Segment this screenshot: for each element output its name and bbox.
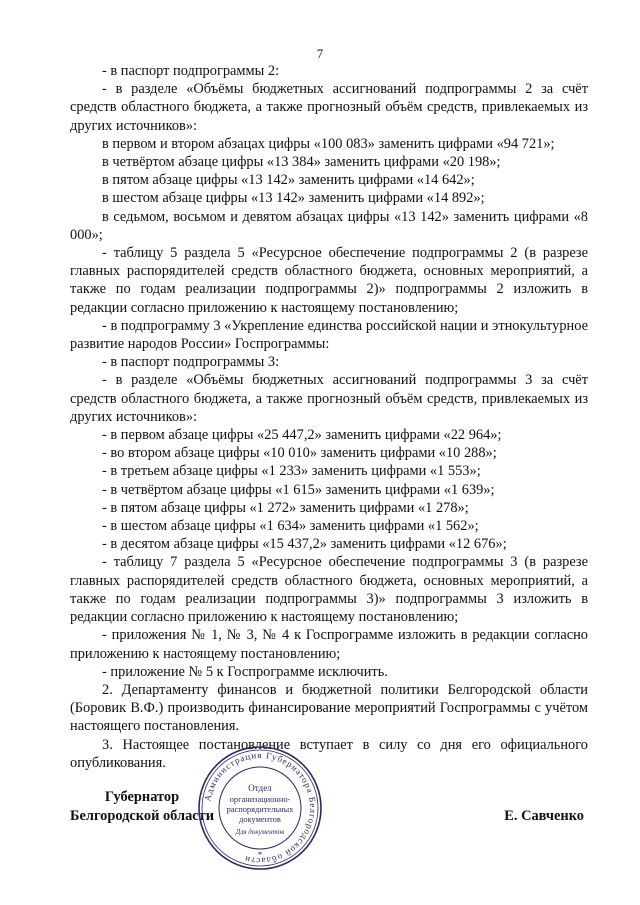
paragraph: в пятом абзаце цифры «13 142» заменить цифрами «14 642»; [102,172,475,189]
stamp-line: Отдел [248,783,272,793]
stamp-line: распорядительных [226,805,294,814]
paragraph: - в пятом абзаце цифры «1 272» заменить цифрами «1 278»; [102,499,469,516]
paragraph: в первом и втором абзацах цифры «100 083» заменить цифрами «94 721»; [102,135,555,152]
paragraph: 2. Департаменту финансов и бюджетной политики Белгородской области (Боровик В.Ф.) производить финансирование мероприятий Госпрограммы с учётом настоящего постановления. [70,681,588,735]
paragraph: - в паспорт подпрограммы 3: [102,354,280,371]
paragraph: - в первом абзаце цифры «25 447,2» заменить цифрами «22 964»; [102,427,502,444]
paragraph: - в четвёртом абзаце цифры «1 615» заменить цифрами «1 639»; [102,481,495,498]
paragraph: - в десятом абзаце цифры «15 437,2» заменить цифрами «12 676»; [102,536,507,553]
document-body [70,62,588,772]
paragraph: 3. Настоящее постановление вступает в силу со дня его официального опубликования. [70,736,588,771]
stamp-line: документов [239,815,281,824]
paragraph: - таблицу 7 раздела 5 «Ресурсное обеспечение подпрограммы 3 (в разрезе главных распорядителей средств областного бюджета, основных мероприятий, а также по годам реализации подпрограммы 3)» подпрограммы 3 изложить в редакции согласно приложению к настоящему постановлению; [70,554,588,626]
position-line: Губернатор [104,789,180,805]
paragraph: - во втором абзаце цифры «10 010» заменить цифрами «10 288»; [102,445,497,462]
official-stamp [196,744,324,872]
paragraph: - в разделе «Объёмы бюджетных ассигнований подпрограммы 2 за счёт средств областного бюджета, а также прогнозный объём средств, привлекаемых из других источников»: [70,81,588,134]
paragraph: - приложения № 1, № 3, № 4 к Госпрограмме изложить в редакции согласно приложению к настоящему постановлению; [70,627,588,662]
stamp-seal-icon [196,744,324,872]
paragraph: - в третьем абзаце цифры «1 233» заменить цифрами «1 553»; [102,463,481,480]
paragraph: - в паспорт подпрограммы 2: [102,63,280,79]
stamp-star: * [257,850,263,860]
paragraph: - в разделе «Объёмы бюджетных ассигнований подпрограммы 3 за счёт средств областного бюджета, а также прогнозный объём средств, привлекаемых из других источников»: [70,372,588,425]
svg-text:Администрация Губернатора Белг: Администрация Губернатора Белгородской области [202,749,319,867]
position-line: Белгородской области [70,808,215,824]
paragraph: в шестом абзаце цифры «13 142» заменить цифрами «14 892»; [102,190,485,207]
paragraph: - в шестом абзаце цифры «1 634» заменить цифрами «1 562»; [102,518,479,535]
stamp-line: организационно- [229,795,291,804]
paragraph: - приложение № 5 к Госпрограмме исключить. [102,663,388,680]
stamp-line: Для документов [235,828,285,836]
paragraph: в четвёртом абзаце цифры «13 384» заменить цифрами «20 198»; [102,154,501,171]
paragraph: - в подпрограмму 3 «Укрепление единства российской нации и этнокультурное развитие народов России» Госпрограммы: [70,317,588,353]
signature-block [70,788,588,848]
paragraph: - таблицу 5 раздела 5 «Ресурсное обеспечение подпрограммы 2 (в разрезе главных распорядителей средств областного бюджета, основных мероприятий, а также по годам реализации подпрограммы 2)» подпрограммы 2 изложить в редакции согласно приложению к настоящему постановлению; [70,245,588,316]
signatory-position [70,788,214,826]
signatory-name: Е. Савченко [504,808,584,824]
paragraph: в седьмом, восьмом и девятом абзацах цифры «13 142» заменить цифрами «8 000»; [70,208,588,243]
page-number: 7 [316,46,324,61]
